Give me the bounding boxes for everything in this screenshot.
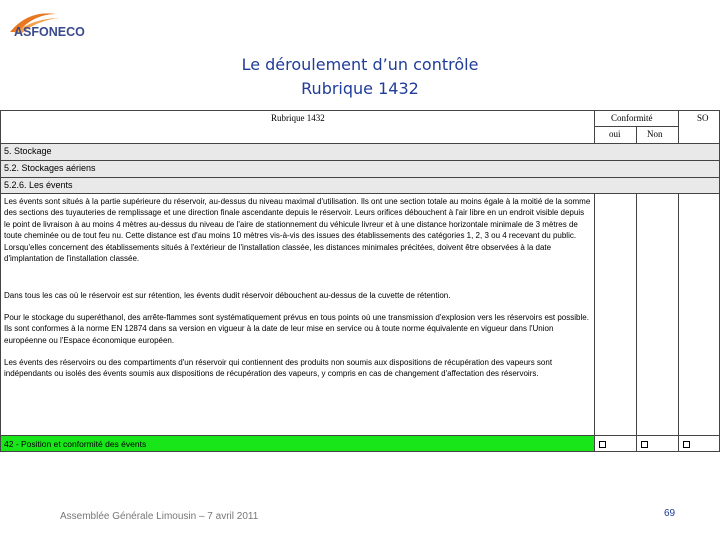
header-rubrique-cell [0,110,594,143]
page-number: 69 [664,508,676,519]
requirements-text-cell [0,193,594,435]
oui-checkbox[interactable] [599,441,606,448]
section-label: 5.2.6. Les évents [4,180,73,190]
section-label: 5. Stockage [4,146,52,156]
header-oui: oui [609,129,621,139]
checkpoint-label: 42 - Position et conformité des évents [4,439,147,449]
requirement-paragraph: Pour le stockage du superéthanol, des arrête-flammes sont systématiquement prévus en tous points où une transmission d'explosion vers les réservoirs est possible. Ils sont conformes à la norme EN 12874 dans sa version en vigueur à la date de leur mise en service ou à toute norme équivalente en vigueur dans l'Union européenne ou l'Espace économique européen. [4,313,589,345]
non-checkbox[interactable] [641,441,648,448]
so-checkbox[interactable] [683,441,690,448]
section-row-stockages-aeriens [0,160,720,177]
header-so: SO [697,113,709,123]
so-column-cell [678,193,720,435]
section-row-events [0,177,720,193]
section-label: 5.2. Stockages aériens [4,163,96,173]
header-rubrique: Rubrique 1432 [271,113,325,123]
so-checkbox-cell [678,435,720,452]
compliance-table [0,110,720,452]
footer-text: Assemblée Générale Limousin – 7 avril 2011 [60,511,259,522]
section-row-stockage [0,143,720,160]
page-title: Le déroulement d’un contrôle [241,55,479,74]
header-oui-cell [594,126,636,143]
non-column-cell [636,193,678,435]
oui-column-cell [594,193,636,435]
oui-checkbox-cell [594,435,636,452]
requirement-paragraph: Les évents des réservoirs ou des compartiments d'un réservoir qui contiennent des produits non soumis aux dispositions de récupération des vapeurs sont indépendants ou isolés des évents soumis aux dispositions de récupération des vapeurs, y compris en cas de changement d'affectation des réservoirs. [4,358,553,379]
header-so-cell [678,110,720,143]
header-conformite: Conformité [611,113,653,123]
header-conformite-cell [594,110,678,126]
requirement-paragraph: Les évents sont situés à la partie supérieure du réservoir, au-dessus du niveau maximal d'utilisation. Ils ont une section totale au moins égale à la moitié de la somme des sections des tuyauteries de remplissage et une direction finale ascendante depuis le réservoir. Leurs orifices débouchent à l'air libre en un endroit visible depuis le point de livraison à au moins 4 mètres au-dessus du niveau de l'aire de stationnement du véhicule livreur et à une distance horizontale minimale de 3 mètres de toute cheminée ou de tout feu nu. Cette distance est d'au moins 10 mètres vis-à-vis des issues des établissements des catégories 1, 2, 3 ou 4 recevant du public. Lorsqu'elles concernent des établissements situés à l'extérieur de l'installation classée, les distances minimales précitées, doivent être observées à la date d'implantation de l'installation classée. [4,197,591,264]
non-checkbox-cell [636,435,678,452]
header-non-cell [636,126,678,143]
requirement-paragraph: Dans tous les cas où le réservoir est sur rétention, les évents dudit réservoir débouchent au-dessus de la cuvette de rétention. [4,291,451,300]
page-subtitle: Rubrique 1432 [301,79,419,98]
asfoneco-logo [8,6,128,44]
checkpoint-row [0,435,594,452]
header-non: Non [647,129,663,139]
logo-text: ASFONECO [14,25,85,39]
